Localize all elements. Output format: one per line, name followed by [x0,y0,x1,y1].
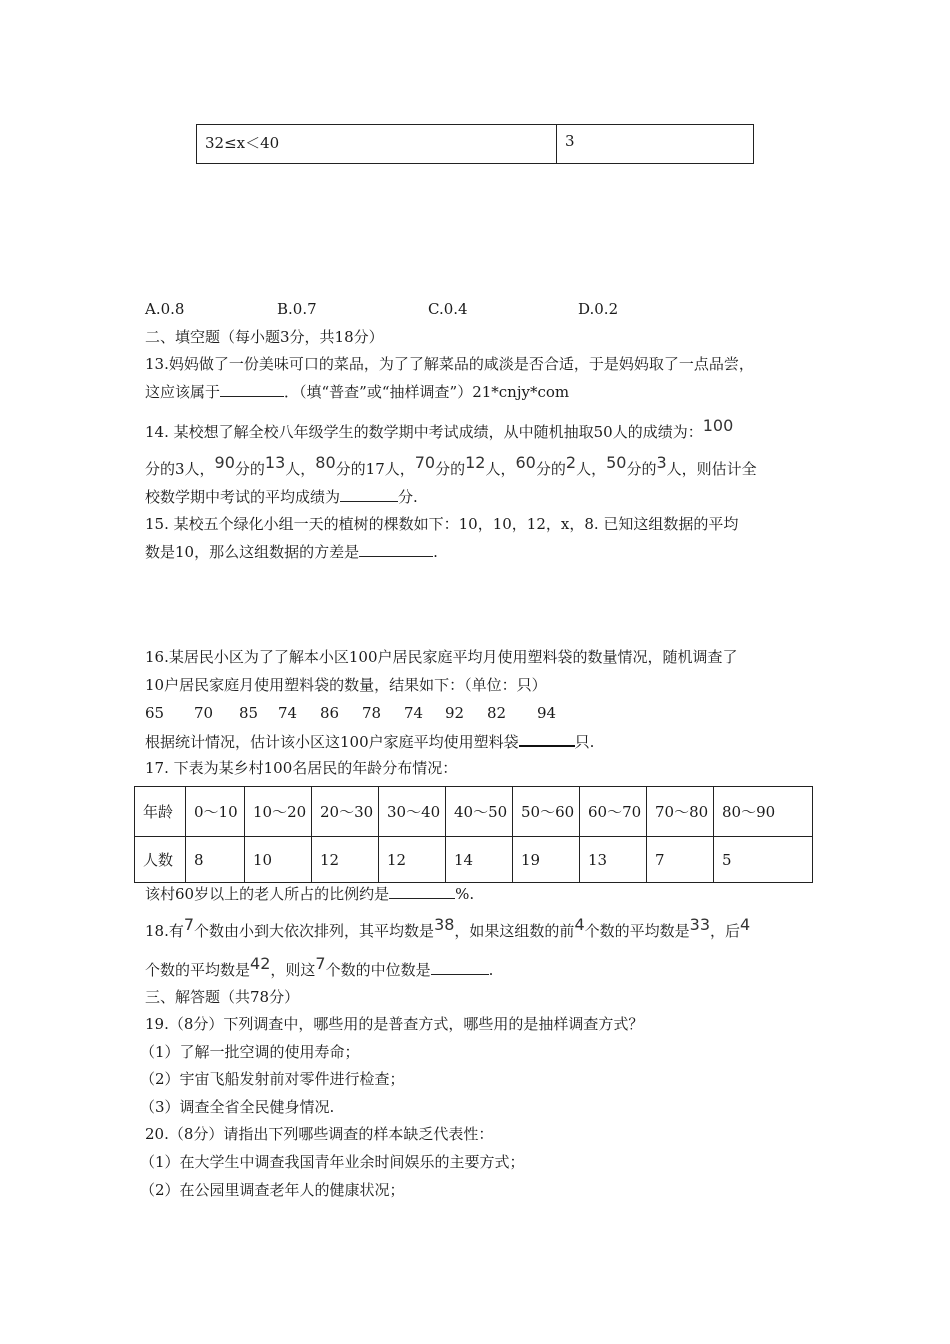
q14-p4: 分的17人， [335,460,415,478]
q14-n2: 2 [565,453,577,472]
q17-answer-blank[interactable] [389,884,455,899]
q14-n3: 3 [656,453,667,472]
count-cell: 3 [557,125,754,164]
header-cell: 40～50 [446,787,513,837]
q14-line1 [145,416,734,442]
q18-line1 [145,915,751,941]
q14-n100: 100 [702,416,734,435]
q14-line3-a: 校数学期中考试的平均成绩为 [145,488,341,506]
q14-n50: 50 [606,453,627,472]
q13-answer-blank[interactable] [220,382,284,397]
q18-f: 个数的平均数是 [145,961,251,979]
q18-c: ，如果这组数的前 [454,922,575,940]
q17-line1: 17. 下表为某乡村100名居民的年龄分布情况： [145,759,458,777]
q18-i: . [488,961,494,979]
option-c: C.0.4 [428,300,468,318]
q16-answer-blank[interactable] [519,731,575,747]
q19-item: （2）宇宙飞船发射前对零件进行检查； [140,1070,405,1088]
q16-line1: 16.某居民小区为了了解本小区100户居民家庭平均月使用塑料袋的数量情况，随机调查了 [145,648,738,666]
header-cell: 30～40 [379,787,446,837]
q18-n33: 33 [689,915,710,934]
q18-n7b: 7 [315,954,326,973]
q20-item: （1）在大学生中调查我国青年业余时间娱乐的主要方式； [140,1153,525,1171]
q16-value: 92 [445,704,465,722]
q16-value: 74 [278,704,298,722]
q14-answer-blank[interactable] [340,487,398,502]
q14-p8: 人， [576,460,607,478]
data-cell: 5 [714,837,813,883]
q18-line2 [145,954,494,980]
data-cell: 8 [186,837,245,883]
q16-value: 70 [194,704,214,722]
q18-n38: 38 [434,915,455,934]
header-cell: 50～60 [513,787,580,837]
q19-item: （3）调查全省全民健身情况. [140,1098,335,1116]
q14-n60: 60 [515,453,536,472]
q16-text-a: 根据统计情况，估计该小区这100户家庭平均使用塑料袋 [145,733,519,751]
header-cell: 10～20 [245,787,312,837]
q18-n7: 7 [183,915,195,934]
data-cell: 13 [580,837,647,883]
q14-n90: 90 [214,453,235,472]
range-cell: 32≤x＜40 [197,125,557,164]
q16-line2: 10户居民家庭月使用塑料袋的数量，结果如下：（单位：只） [145,676,547,694]
q17-after [145,884,474,904]
q15-answer-blank[interactable] [359,542,433,557]
header-cell: 70～80 [647,787,714,837]
q19-item: （1）了解一批空调的使用寿命； [140,1043,360,1061]
q18-h: 个数的中位数是 [325,961,431,979]
q14-p1: 分的3人， [145,460,215,478]
q14-n70: 70 [414,453,436,472]
q16-line4 [145,731,594,752]
header-cell: 80～90 [714,787,813,837]
q13-text-a: 这应该属于 [145,383,221,401]
q14-p3: 人， [285,460,316,478]
q16-text-b: 只. [574,733,595,751]
data-cell: 10 [245,837,312,883]
data-cell: 12 [312,837,379,883]
q18-n4b: 4 [740,915,751,934]
header-cell: 20～30 [312,787,379,837]
q16-value: 82 [487,704,507,722]
q14-p5: 分的 [435,460,466,478]
q14-text: 14. 某校想了解全校八年级学生的数学期中考试成绩，从中随机抽取50人的成绩为： [145,423,703,441]
q15-text-b: . [433,543,438,561]
q14-p10: 人，则估计全 [666,460,757,478]
q14-p9: 分的 [626,460,657,478]
table-row [135,837,813,883]
section2-title: 二、填空题（每小题3分，共18分） [145,328,384,346]
q18-answer-blank[interactable] [431,960,489,975]
q15-text-a: 数是10，那么这组数据的方差是 [145,543,360,561]
q18-n42: 42 [250,954,271,973]
header-cell: 0～10 [186,787,245,837]
q18-a: 18.有 [145,922,184,940]
q18-b: 个数由小到大依次排列，其平均数是 [194,922,435,940]
q20-item: （2）在公园里调查老年人的健康状况； [140,1181,405,1199]
q14-line3-b: 分. [398,488,418,506]
q18-g: ，则这 [270,961,316,979]
q13-text-b: ．（填“普查”或“抽样调查”）21*cnjy*com [284,383,570,401]
option-a: A.0.8 [145,300,185,318]
q20-line1: 20.（8分）请指出下列哪些调查的样本缺乏代表性： [145,1125,494,1143]
q14-p2: 分的 [234,460,265,478]
q18-e: ，后 [710,922,741,940]
q14-p7: 分的 [535,460,566,478]
q17-text-b: %. [455,885,475,903]
q13-line1: 13.妈妈做了一份美味可口的菜品，为了了解菜品的咸淡是否合适，于是妈妈取了一点品尝， [145,355,754,373]
q17-text-a: 该村60岁以上的老人所占的比例约是 [145,885,390,903]
q18-n4: 4 [574,915,585,934]
data-cell: 12 [379,837,446,883]
q18-d: 个数的平均数是 [584,922,690,940]
header-cell: 年龄 [135,787,186,837]
q16-value: 85 [239,704,259,722]
data-cell: 14 [446,837,513,883]
data-cell: 19 [513,837,580,883]
q14-n12: 12 [465,453,486,472]
option-b: B.0.7 [277,300,317,318]
table-row [135,787,813,837]
q19-line1: 19.（8分）下列调查中，哪些用的是普查方式，哪些用的是抽样调查方式？ [145,1015,644,1033]
q16-value: 94 [537,704,557,722]
q14-n80: 80 [315,453,336,472]
data-cell: 7 [647,837,714,883]
option-d: D.0.2 [578,300,619,318]
q14-line2 [145,453,757,479]
q15-line2 [145,542,438,562]
q15-line1: 15. 某校五个绿化小组一天的植树的棵数如下：10，10，12，x，8. 已知这组数据的平均 [145,515,739,533]
row-label-cell: 人数 [135,837,186,883]
section3-title: 三、解答题（共78分） [145,988,300,1006]
q16-value: 86 [320,704,340,722]
q14-n13: 13 [264,453,286,472]
q16-value: 78 [362,704,382,722]
age-distribution-table [134,786,813,883]
frequency-table-fragment [196,124,754,164]
q16-value: 74 [404,704,424,722]
header-cell: 60～70 [580,787,647,837]
q14-line3 [145,487,418,507]
q16-value: 65 [145,704,165,722]
q14-p6: 人， [485,460,516,478]
q13-line2 [145,382,569,402]
